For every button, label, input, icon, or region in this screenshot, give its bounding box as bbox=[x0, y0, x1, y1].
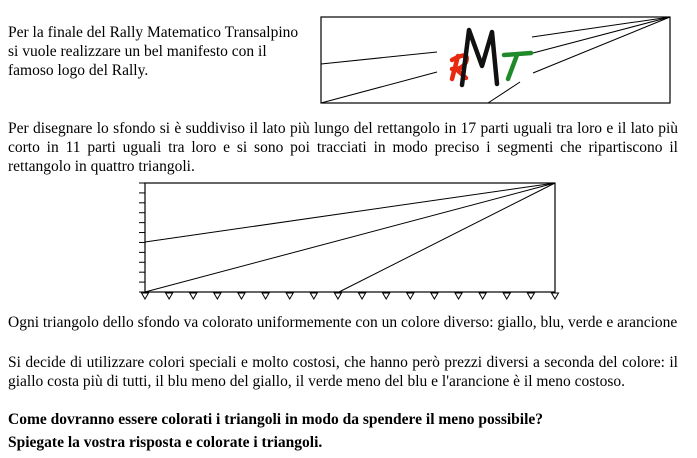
logo-figure bbox=[321, 17, 670, 103]
long-side-tick bbox=[527, 293, 534, 299]
question-instruction: Spiegate la vostra risposta e colorate i triangoli. bbox=[8, 434, 323, 451]
long-side-tick bbox=[383, 293, 390, 299]
long-side-tick bbox=[552, 293, 559, 299]
short-side-ticks bbox=[139, 183, 145, 292]
long-side-tick bbox=[359, 293, 366, 299]
long-side-ticks bbox=[142, 293, 559, 299]
logo-segment-1 bbox=[321, 52, 437, 64]
long-side-tick bbox=[334, 293, 341, 299]
long-side-tick bbox=[262, 293, 269, 299]
logo-letter-t bbox=[504, 53, 531, 79]
long-side-tick bbox=[214, 293, 221, 299]
construction-segment-3 bbox=[339, 183, 555, 292]
long-side-tick bbox=[190, 293, 197, 299]
intro-text: Per la finale del Rally Matematico Transalpino si vuole realizzare un bel manifesto con il famoso logo del Rally. bbox=[8, 24, 299, 79]
long-side-tick bbox=[166, 293, 173, 299]
logo-segment-2b bbox=[533, 17, 670, 53]
long-side-tick bbox=[479, 293, 486, 299]
long-side-tick bbox=[142, 293, 149, 299]
paragraph-colors: Ogni triangolo dello sfondo va colorato uniformemente con un colore diverso: giallo, blu, verde e arancione bbox=[8, 314, 678, 331]
long-side-tick bbox=[455, 293, 462, 299]
logo-segment-1b bbox=[532, 17, 670, 37]
construction-segment-2 bbox=[145, 183, 555, 292]
logo-segment-3b bbox=[533, 17, 670, 73]
long-side-tick bbox=[238, 293, 245, 299]
paragraph-costs: Si decide di utilizzare colori speciali e molto costosi, che hanno però prezzi diversi a seconda del colore: il giallo costa più di tutti, il blu meno del giallo, il verde meno del blu e l'arancione è il meno costoso. bbox=[8, 354, 678, 390]
long-side-tick bbox=[407, 293, 414, 299]
logo-segment-2 bbox=[321, 72, 437, 103]
paragraph-construction: Per disegnare lo sfondo si è suddiviso il lato più lungo del rettangolo in 17 parti uguali tra loro e il lato più corto in 11 parti uguali tra loro e si sono poi tracciati in modo preciso i segmenti che ripartiscono il rettangolo in quattro triangoli. bbox=[8, 120, 678, 175]
long-side-tick bbox=[431, 293, 438, 299]
long-side-tick bbox=[286, 293, 293, 299]
long-side-tick bbox=[310, 293, 317, 299]
question-main: Come dovranno essere colorati i triangoli in modo da spendere il meno possibile? bbox=[8, 411, 544, 428]
construction-segment-1 bbox=[145, 183, 555, 242]
logo-segment-3 bbox=[488, 82, 520, 103]
long-side-tick bbox=[503, 293, 510, 299]
construction-figure bbox=[139, 183, 559, 299]
